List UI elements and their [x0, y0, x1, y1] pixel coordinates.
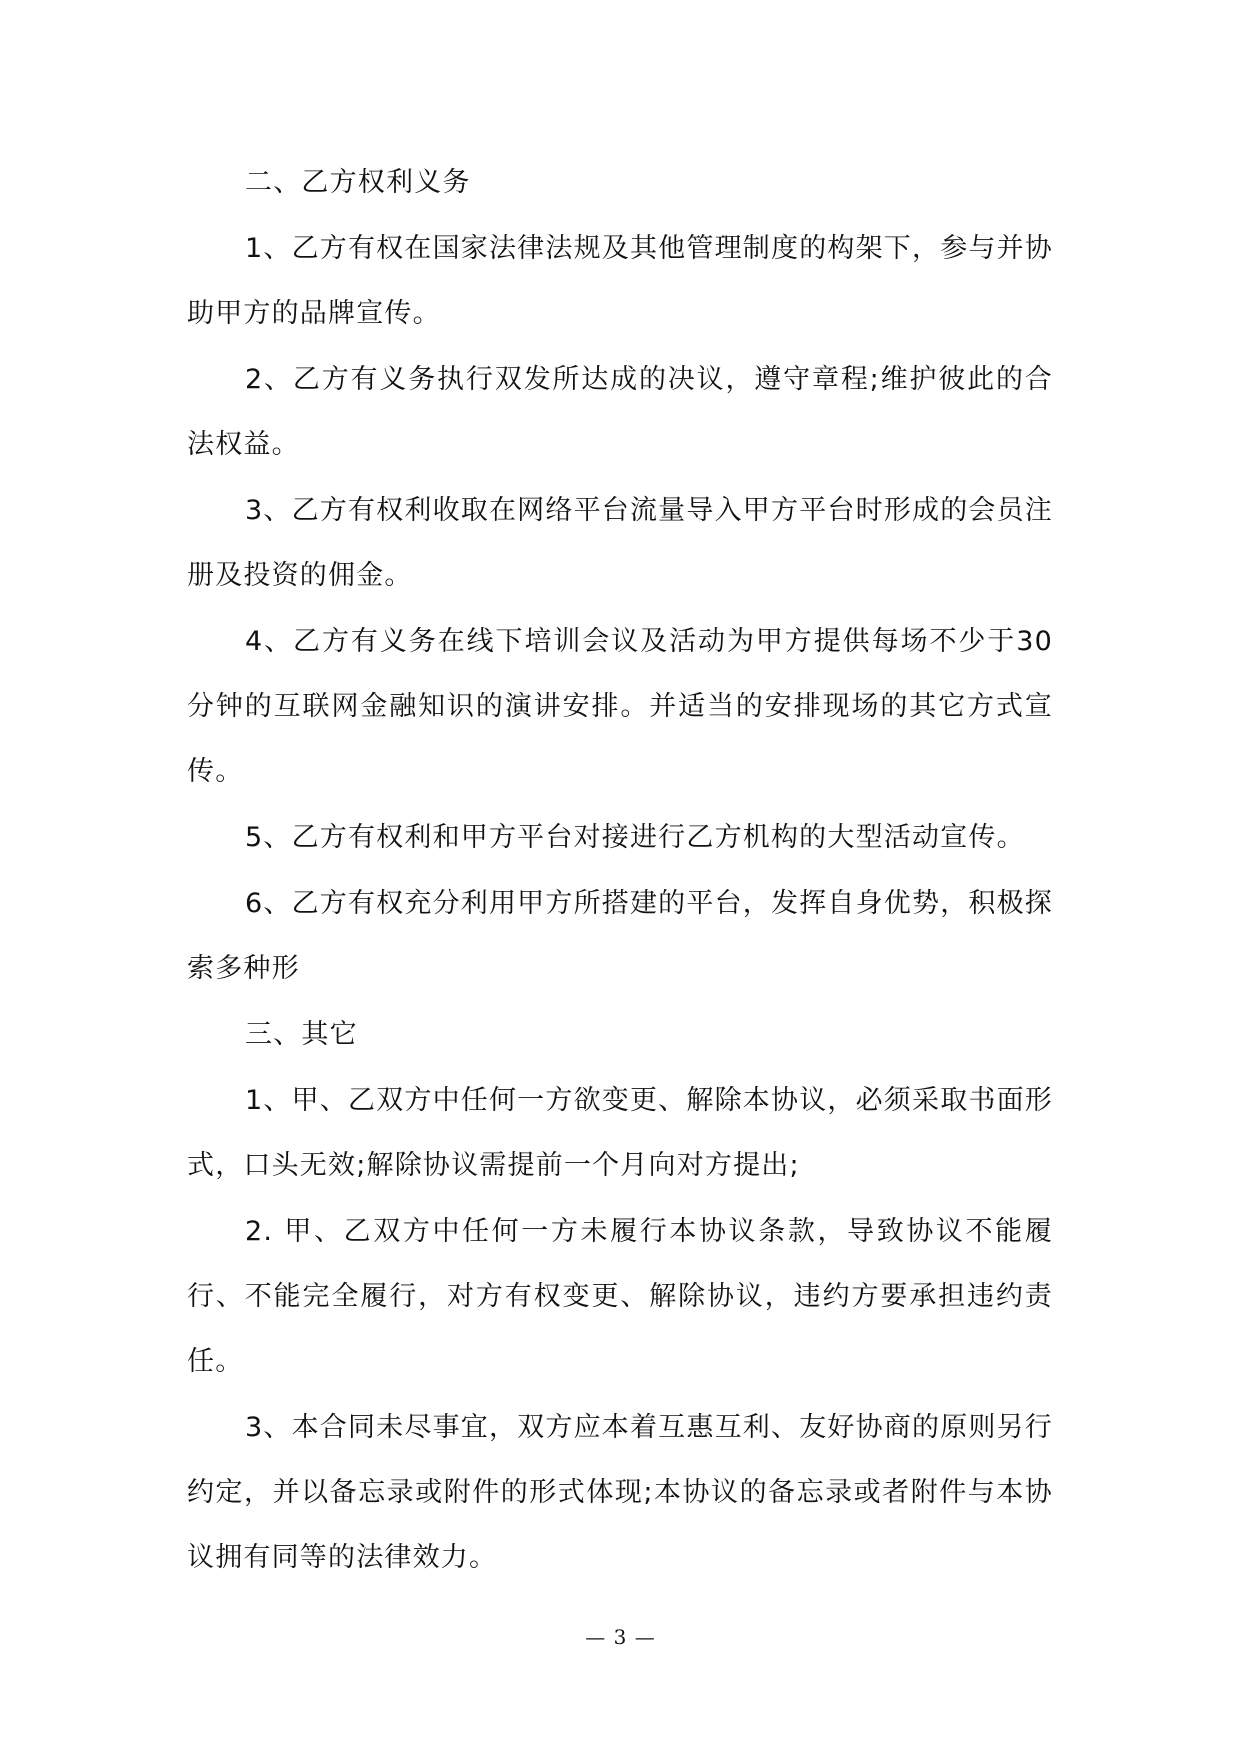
other-item-2: 2. 甲、乙双方中任何一方未履行本协议条款，导致协议不能履行、不能完全履行，对方有权变更、解除协议，违约方要承担违约责任。 [187, 1216, 1053, 1377]
section-heading-rights-obligations: 二、乙方权利义务 [245, 167, 471, 198]
other-item-3: 3、本合同未尽事宜，双方应本着互惠互利、友好协商的原则另行约定，并以备忘录或附件的形式体现;本协议的备忘录或者附件与本协议拥有同等的法律效力。 [187, 1412, 1053, 1573]
paragraph-item-1: 1、乙方有权在国家法律法规及其他管理制度的构架下，参与并协助甲方的品牌宣传。 [187, 233, 1053, 329]
paragraph-item-2: 2、乙方有义务执行双发所达成的决议，遵守章程;维护彼此的合法权益。 [187, 364, 1053, 460]
other-item-1: 1、甲、乙双方中任何一方欲变更、解除本协议，必须采取书面形式，口头无效;解除协议需提前一个月向对方提出; [187, 1085, 1053, 1181]
section-heading-other: 三、其它 [245, 1019, 358, 1050]
paragraph-item-4: 4、乙方有义务在线下培训会议及活动为甲方提供每场不少于30分钟的互联网金融知识的演讲安排。并适当的安排现场的其它方式宣传。 [187, 626, 1053, 787]
paragraph-item-3: 3、乙方有权利收取在网络平台流量导入甲方平台时形成的会员注册及投资的佣金。 [187, 495, 1053, 591]
document-body [187, 150, 1053, 1591]
page-number: — 3 — [585, 1625, 656, 1649]
paragraph-item-6: 6、乙方有权充分利用甲方所搭建的平台，发挥自身优势，积极探索多种形 [187, 888, 1053, 984]
paragraph-item-5: 5、乙方有权利和甲方平台对接进行乙方机构的大型活动宣传。 [245, 822, 1025, 853]
